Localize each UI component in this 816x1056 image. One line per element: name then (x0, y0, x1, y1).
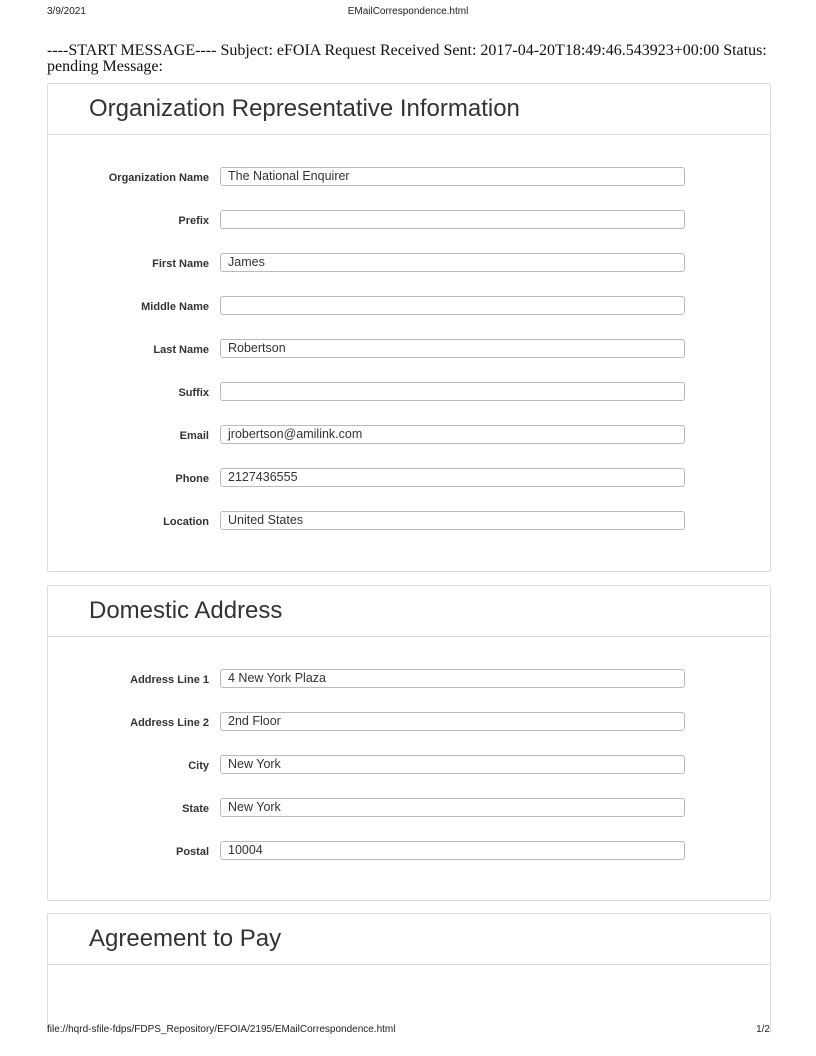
section-title: Agreement to Pay (48, 914, 770, 965)
print-path: file://hqrd-sfile-fdps/FDPS_Repository/EFOIA/2195/EMailCorrespondence.html (47, 1024, 396, 1035)
form-row (48, 339, 770, 359)
form-row (48, 468, 770, 488)
email-label: Email (179, 430, 209, 442)
section-agreement-to-pay (47, 913, 771, 1033)
location-label: Location (163, 516, 209, 528)
address-line-1-input[interactable]: 4 New York Plaza (220, 669, 685, 688)
location-input[interactable]: United States (220, 511, 685, 530)
address-line-2-input[interactable]: 2nd Floor (220, 712, 685, 731)
middle-name-input[interactable] (220, 296, 685, 315)
section-title: Organization Representative Information (48, 84, 770, 135)
city-input[interactable]: New York (220, 755, 685, 774)
print-title: EMailCorrespondence.html (347, 6, 469, 17)
form-row (48, 798, 770, 818)
state-label: State (182, 803, 209, 815)
prefix-input[interactable] (220, 210, 685, 229)
message-intro: ----START MESSAGE---- Subject: eFOIA Request Received Sent: 2017-04-20T18:49:46.543923+00:00 Status: pending Message: (47, 42, 767, 75)
prefix-label: Prefix (178, 215, 209, 227)
section-organization-representative (47, 83, 771, 572)
city-label: City (188, 760, 209, 772)
address-line-2-label: Address Line 2 (130, 717, 209, 729)
middle-name-label: Middle Name (141, 301, 209, 313)
form-row (48, 210, 770, 230)
form-row (48, 167, 770, 187)
first-name-input[interactable]: James (220, 253, 685, 272)
postal-input[interactable]: 10004 (220, 841, 685, 860)
form-row (48, 511, 770, 531)
suffix-input[interactable] (220, 382, 685, 401)
form-row (48, 382, 770, 402)
form-row (48, 712, 770, 732)
form-row (48, 425, 770, 445)
organization-name-input[interactable]: The National Enquirer (220, 167, 685, 186)
form-row (48, 253, 770, 273)
phone-input[interactable]: 2127436555 (220, 468, 685, 487)
form-row (48, 669, 770, 689)
state-input[interactable]: New York (220, 798, 685, 817)
last-name-input[interactable]: Robertson (220, 339, 685, 358)
last-name-label: Last Name (153, 344, 209, 356)
postal-label: Postal (175, 846, 209, 858)
form-row (48, 755, 770, 775)
suffix-label: Suffix (178, 387, 209, 399)
form-row (48, 841, 770, 861)
section-domestic-address (47, 585, 771, 901)
page-number: 1/2 (756, 1024, 770, 1035)
print-date: 3/9/2021 (47, 6, 86, 17)
form-row (48, 296, 770, 316)
phone-label: Phone (175, 473, 209, 485)
address-line-1-label: Address Line 1 (130, 674, 209, 686)
organization-name-label: Organization Name (108, 172, 209, 184)
first-name-label: First Name (152, 258, 209, 270)
section-title: Domestic Address (48, 586, 770, 637)
email-input[interactable]: jrobertson@amilink.com (220, 425, 685, 444)
